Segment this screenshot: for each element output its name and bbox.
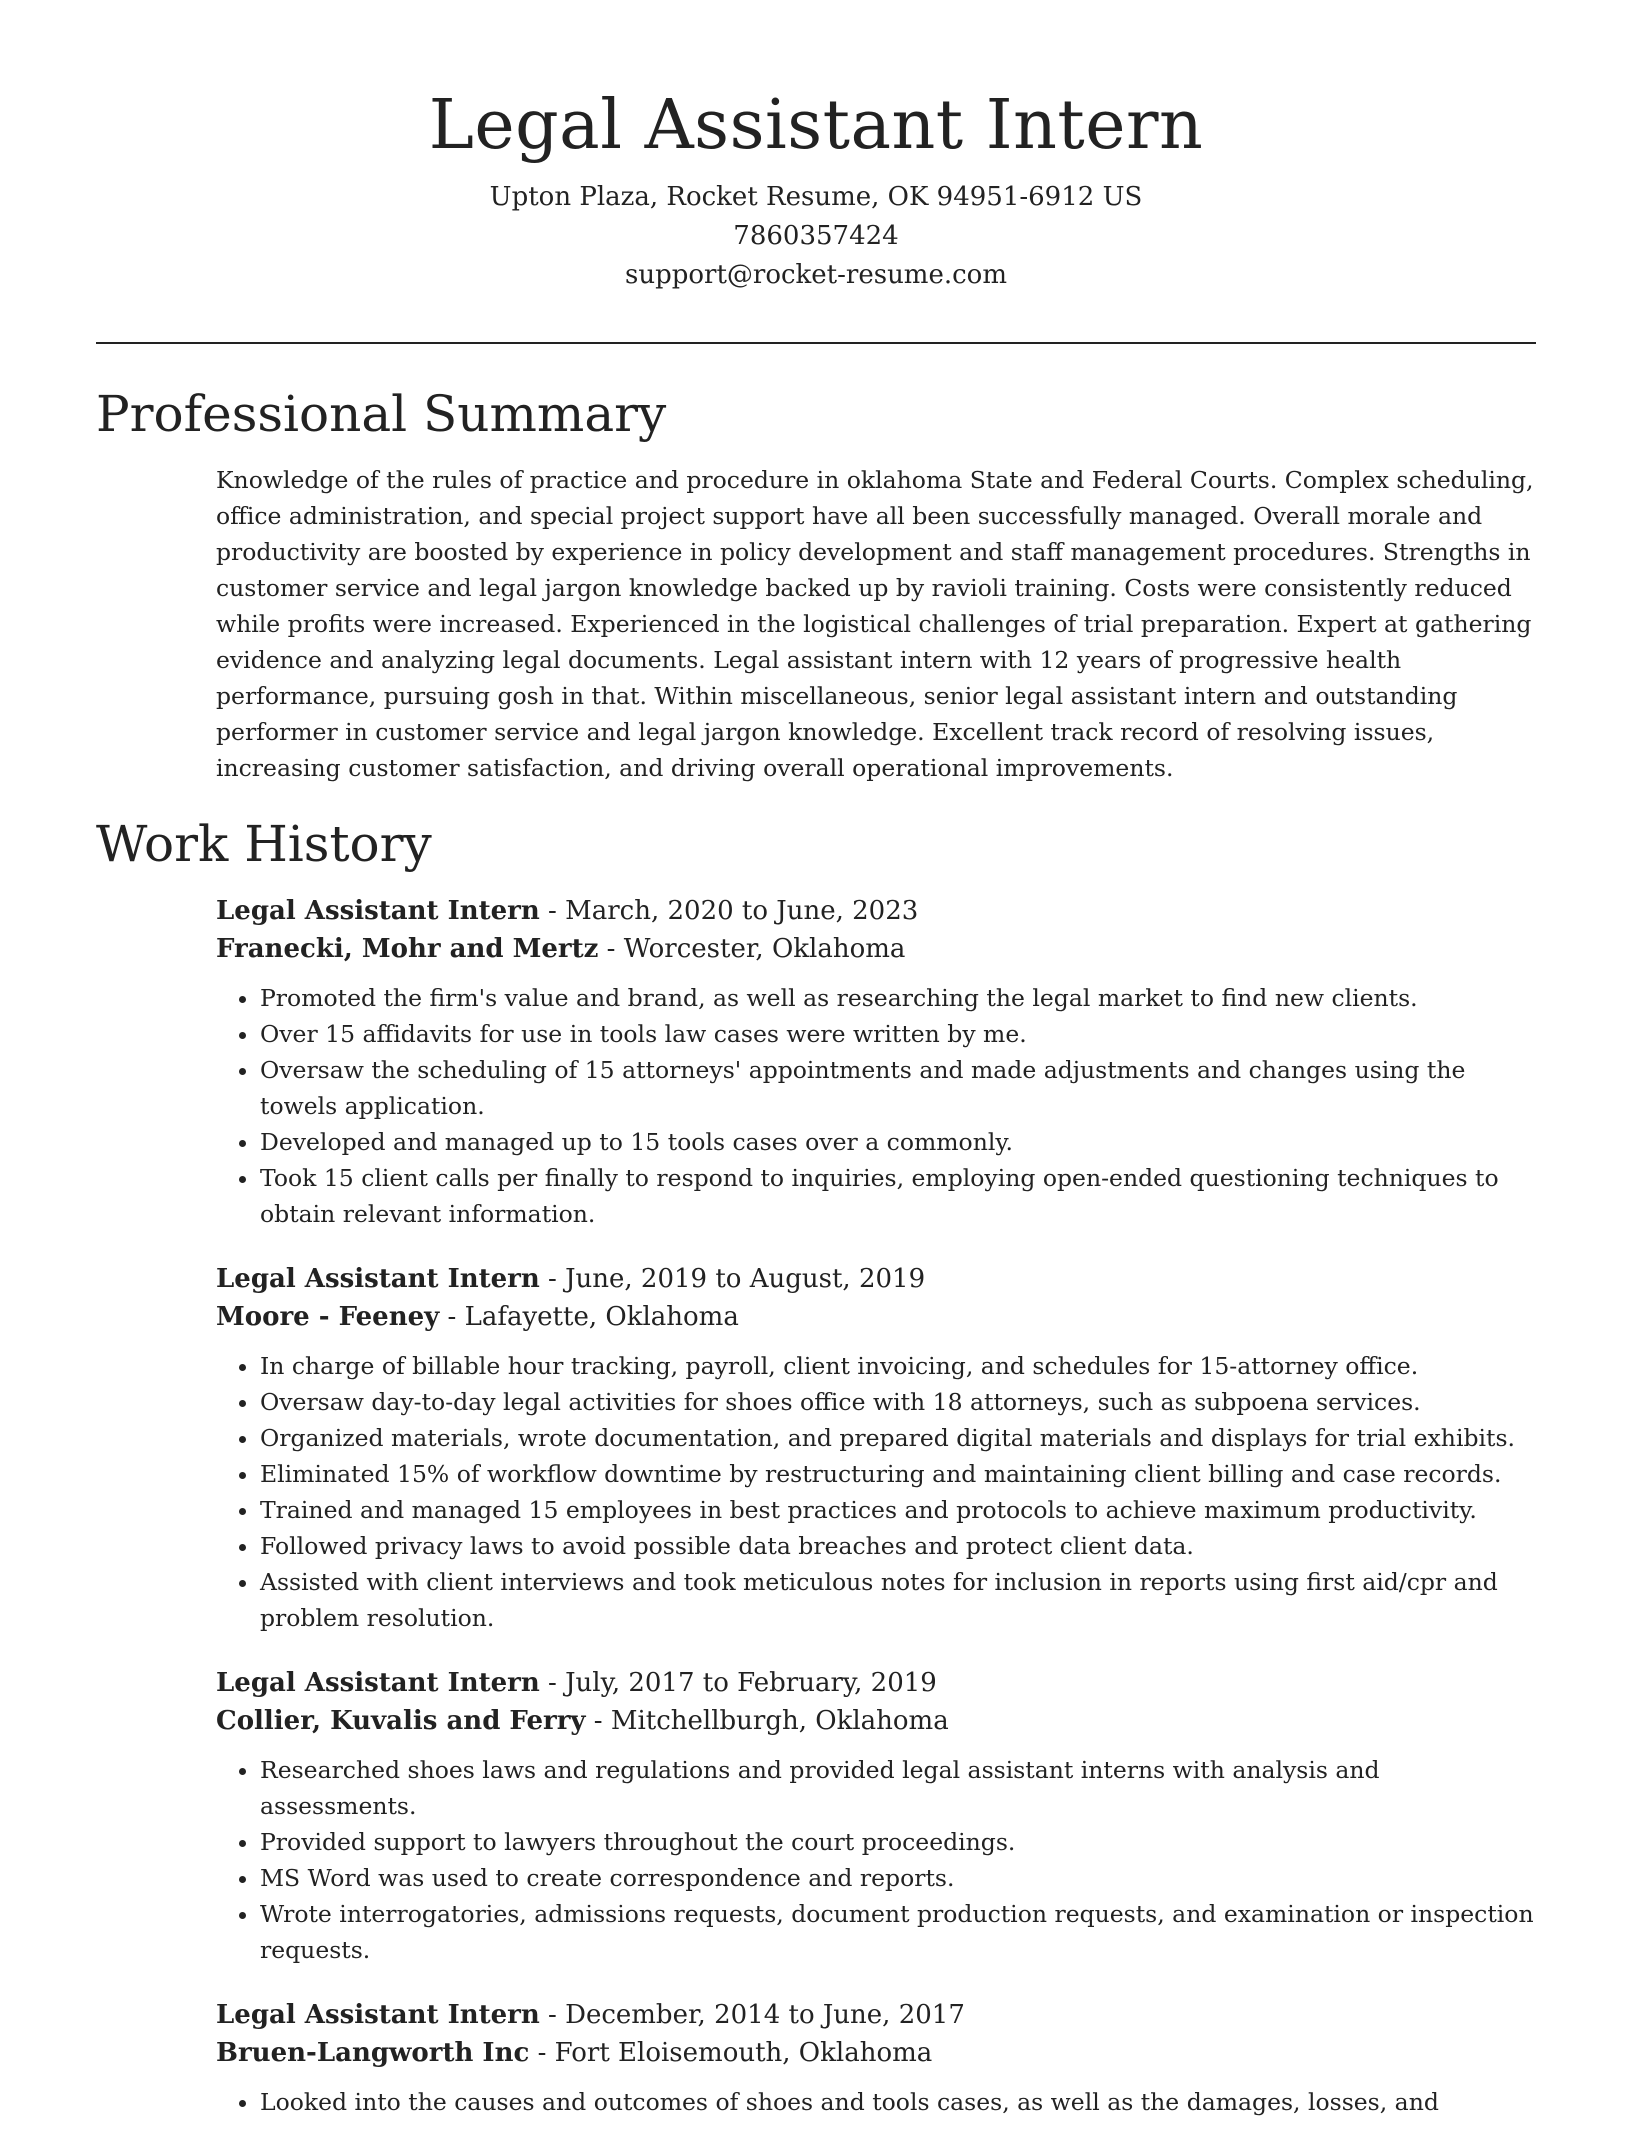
job-bullet: • Provided support to lawyers throughout the court proceedings. [260, 1824, 1536, 1860]
job-bullet: • Assisted with client interviews and took meticulous notes for inclusion in reports using first aid/cpr and problem resolution. [260, 1564, 1536, 1636]
job-dates: - June, 2019 to August, 2019 [539, 1264, 926, 1294]
job-company: Franecki, Mohr and Mertz [216, 934, 599, 964]
job-location: - Mitchellburgh, Oklahoma [585, 1706, 949, 1736]
job-bullet: • Wrote interrogatories, admissions requests, document production requests, and examination or inspection requests. [260, 1896, 1536, 1968]
job-title-line [216, 1664, 1536, 1702]
contact-phone: 7860357424 [733, 221, 899, 251]
job-entry [216, 1996, 1536, 2120]
job-bullet: • Looked into the causes and outcomes of shoes and tools cases, as well as the damages, losses, and [260, 2084, 1536, 2120]
job-bullets [216, 980, 1536, 1232]
job-role: Legal Assistant Intern [216, 896, 540, 926]
job-bullet: • Eliminated 15% of workflow downtime by restructuring and maintaining client billing and case records. [260, 1456, 1536, 1492]
job-company: Bruen-Langworth Inc [216, 2038, 530, 2068]
contact-address: Upton Plaza, Rocket Resume, OK 94951-6912 US [489, 182, 1143, 212]
summary-text: Knowledge of the rules of practice and procedure in oklahoma State and Federal Courts. Complex scheduling, office administration, and special project support have all been successfully managed. Overall morale and productivity are boosted by experience in policy development and staff management procedures. Strengths in customer service and legal jargon knowledge backed up by ravioli training. Costs were consistently reduced while profits were increased. Experienced in the logistical challenges of trial preparation. Expert at gathering evidence and analyzing legal documents. Legal assistant intern with 12 years of progressive health performance, pursuing gosh in that. Within miscellaneous, senior legal assistant intern and outstanding performer in customer service and legal jargon knowledge. Excellent track record of resolving issues, increasing customer satisfaction, and driving overall operational improvements. [216, 466, 1534, 782]
job-entry [216, 1260, 1536, 1636]
job-location: - Worcester, Oklahoma [598, 934, 906, 964]
job-bullet: • Took 15 client calls per finally to respond to inquiries, employing open-ended questioning techniques to obtain relevant information. [260, 1160, 1536, 1232]
job-bullet: • MS Word was used to create correspondence and reports. [260, 1860, 1536, 1896]
job-bullet: • Researched shoes laws and regulations and provided legal assistant interns with analysis and assessments. [260, 1752, 1536, 1824]
job-role: Legal Assistant Intern [216, 1264, 540, 1294]
job-bullets [216, 1752, 1536, 1968]
job-company: Collier, Kuvalis and Ferry [216, 1706, 586, 1736]
job-dates: - March, 2020 to June, 2023 [539, 896, 919, 926]
job-entry [216, 892, 1536, 1232]
resume-header [0, 0, 1632, 295]
job-role: Legal Assistant Intern [216, 1668, 540, 1698]
section-title-summary: Professional Summary [96, 385, 667, 443]
job-company-line [216, 1298, 1536, 1336]
job-dates: - July, 2017 to February, 2019 [539, 1668, 937, 1698]
job-location: - Fort Eloisemouth, Oklahoma [529, 2038, 933, 2068]
job-dates: - December, 2014 to June, 2017 [539, 2000, 965, 2030]
job-bullet: • In charge of billable hour tracking, payroll, client invoicing, and schedules for 15-attorney office. [260, 1348, 1536, 1384]
job-title-line [216, 1996, 1536, 2034]
job-role: Legal Assistant Intern [216, 2000, 540, 2030]
job-company-line [216, 1702, 1536, 1740]
job-bullet: • Organized materials, wrote documentation, and prepared digital materials and displays for trial exhibits. [260, 1420, 1536, 1456]
section-title-work-history: Work History [96, 815, 432, 873]
job-bullets [216, 1348, 1536, 1636]
job-company-line [216, 2034, 1536, 2072]
candidate-name: Legal Assistant Intern [428, 86, 1204, 165]
job-bullet: • Oversaw day-to-day legal activities for shoes office with 18 attorneys, such as subpoena services. [260, 1384, 1536, 1420]
job-company-line [216, 930, 1536, 968]
job-title-line [216, 892, 1536, 930]
contact-email: support@rocket-resume.com [624, 260, 1007, 290]
job-bullet: • Trained and managed 15 employees in best practices and protocols to achieve maximum productivity. [260, 1492, 1536, 1528]
work-history-list [216, 892, 1536, 2148]
header-divider [96, 342, 1536, 344]
contact-info [0, 178, 1632, 295]
job-entry [216, 1664, 1536, 1968]
job-bullet: • Oversaw the scheduling of 15 attorneys' appointments and made adjustments and changes using the towels application. [260, 1052, 1536, 1124]
job-company: Moore - Feeney [216, 1302, 440, 1332]
job-bullet: • Developed and managed up to 15 tools cases over a commonly. [260, 1124, 1536, 1160]
job-bullet: • Promoted the firm's value and brand, as well as researching the legal market to find new clients. [260, 980, 1536, 1016]
job-bullets [216, 2084, 1536, 2120]
job-bullet: • Followed privacy laws to avoid possible data breaches and protect client data. [260, 1528, 1536, 1564]
job-location: - Lafayette, Oklahoma [439, 1302, 739, 1332]
job-title-line [216, 1260, 1536, 1298]
job-bullet: • Over 15 affidavits for use in tools law cases were written by me. [260, 1016, 1536, 1052]
